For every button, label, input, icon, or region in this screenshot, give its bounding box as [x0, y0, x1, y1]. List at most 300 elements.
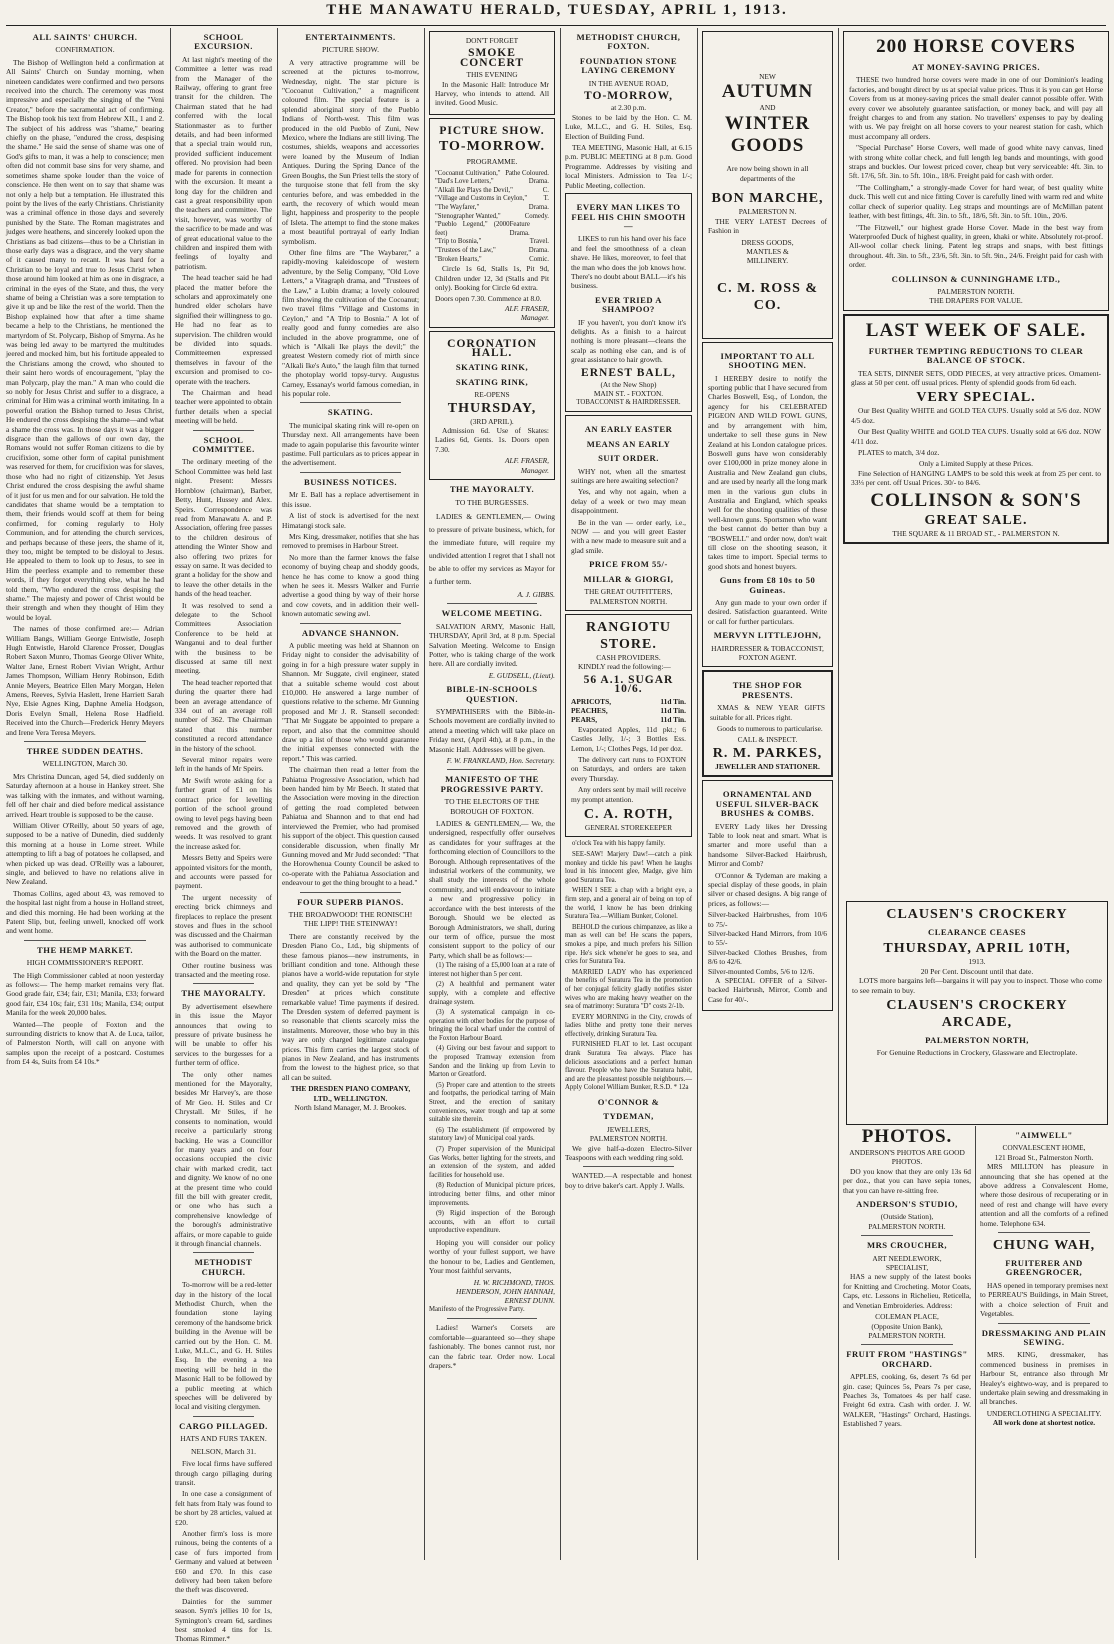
programme-kind: Pathe Coloured. — [505, 169, 549, 177]
article-body: To-morrow will be a red-letter day in the history of the local Methodist Church, when the foundation stone laying ceremony of the handsome brick building in the Avenue will be carried out by the Hon. C. M. Luke, M.L.C., and G. H. Stiles Esq. In the evening a tea meeting will be held in the Masonic Hall to be followed by a public meeting at which speeches will be delivered by local and visiting clergymen. — [175, 1280, 272, 1412]
ad-signature: ALF. FRASER, — [505, 303, 549, 313]
tea-ad: FURNISHED FLAT to let. Last occupant drank Suratura Tea always. Place has delicious associations and a perfect human flavour. People who have the Suratura habit, and are the pleasantest possible neighbours.—Apply Colonel William Bunker, R.S.D. * 12a — [565, 1041, 692, 1092]
ad-day: THURSDAY, — [447, 400, 537, 416]
ad-name: R. M. PARKES, — [712, 745, 823, 761]
programme-title: "Stenographer Wanted," — [435, 212, 501, 220]
jeweller-name: TYDEMAN, — [603, 1111, 654, 1122]
programme-item — [435, 170, 549, 179]
manifesto-point: (8) Reduction of Municipal picture prices, introducing better films, and other minor improvements. — [429, 1182, 555, 1207]
article-body: The head teacher said he had placed the matter before the scholars and approximately one hundred elder scholars have signified their willingness to go. He had no fear as to supervision. The children would be divided into squads. Committeemen expressed themselves in favour of the excursion and promised to co-operate with the teachers. — [175, 273, 272, 386]
ad-body: Stones to be laid by the Hon. C. M. Luke, M.L.C., and G. H. Stiles, Esq. Election of Building Fund. — [565, 112, 692, 141]
ad-item: MILLINERY. — [746, 256, 789, 266]
programme-list — [435, 170, 549, 265]
ad-title: STORE. — [600, 636, 657, 652]
ad-title: DRESSMAKING AND PLAIN SEWING. — [981, 1327, 1107, 1347]
ad-head: MEANS AN EARLY — [586, 438, 671, 449]
ad-word: NEW — [759, 72, 776, 81]
column-4 — [429, 28, 555, 1558]
ad-body: The delivery cart runs to FOXTON on Saturdays, and orders are taken every Thursday. — [571, 754, 686, 783]
article-body: Five local firms have suffered through cargo pillaging during transit. — [175, 1459, 272, 1487]
ad-body: Are now being shown in all departments of the — [726, 164, 809, 183]
ad-body: THE VERY LATEST Decrees of Fashion in — [708, 216, 827, 236]
ad-title: METHODIST CHURCH, FOXTON. — [576, 32, 681, 52]
jeweller-addr: PALMERSTON NORTH. — [589, 1134, 668, 1144]
ad-body: THESE two hundred horse covers were made in one of our Dominion's leading factories, and bought direct by us at special value prices. Thus it is you can get Horse Covers from us at money-saving prices the small dealer cannot possible offer. With every cover we absolutely guarantee satisfaction, or money back, and will pay all freight charges to and from any station. No travellers' expenses to pay by dealing with us. We pay freight on all horse covers to your nearest station for cash, which must accompany all orders. — [849, 75, 1103, 141]
programme-kind: Travel. — [529, 238, 549, 246]
ad-name: C. A. ROTH, — [583, 807, 674, 822]
corsets-ad: Ladies! Warner's Corsets are comfortable—guaranteed so—they shape fashionably. The bones cannot rust, nor can the fabric tear. Order now. Local drapers.* — [429, 1323, 555, 1370]
column-rule — [838, 28, 839, 1560]
tea-ad: BEHOLD the curious chimpanzee, as like a man as well can be! He scans the papers, smokes a pipe, and much prefers his Sillion ripe. He's sick whene'er he goes to sea, and cries for Suratura Tea. — [565, 923, 692, 966]
programme-title: "Trustees of the Law," — [435, 247, 496, 254]
article-subtitle: HIGH COMMISSIONER'S REPORT. — [26, 958, 144, 968]
article-body: Other fine films are "The Waybarer," a rapidly-moving kaleidoscope of western adventure, by the Selig Company, "Old Love Letters," a Vitagraph drama, and "Trustees of the Law," a Lubin drama; a lovely coloured film showing the cultivation of the Cocoanut; two travel films "Village and Customs in Ceylon," and "A Trip to Bosnia." A lot of really good and funny comedies are also included in the above programme, one of which is "Alkali Ike plays the devil;" the greatest Western comedy riot of mirth since "Alkali Ike's Auto," the laugh film that turned the photoplay world topsy-turvy. Augustus Carney, Essanay's world famous comedian, in his popular role. — [282, 247, 419, 399]
programme-item — [435, 256, 549, 265]
ad-tag: THE DRAPERS FOR VALUE. — [929, 296, 1023, 306]
programme-kind: Drama. — [528, 204, 549, 212]
ad-trade: JEWELLER AND STATIONER. — [715, 761, 820, 771]
article-body: The names of those confirmed are:— Adrian William Bangs, William George Entwistle, Joseph Hugh Entwistle, Harold Clarence Prosser, Douglas Robert Saxon Munro, Thomas George Oliver White, Walter Jane, Ernest Robert Vivian Wright, Arthur James Thompson, William Henry Robinson, Edith Annie Meyers, Beatrice Ellen Mary Morgan, Helen Amens, Reeves, Sylvia Haslett, Irene Harriett Sarah Nye, Elsie Agnes King, Daphne Amelia Hodgson, Doris Evelyn Small, Helena Rose Hadfield. Received into the Church—Frederick Henry Meyers and Irene Vera Teresa Meyers. — [6, 624, 164, 737]
divider — [300, 402, 401, 403]
divider — [447, 1318, 537, 1319]
ad-body: IF you haven't, you don't know it's delights. As a finish to a haircut nothing is more pleasant—cleans the scalp as nothing else can, and is of great assistance to hair growth. — [571, 317, 686, 365]
article-body: Wanted—The people of Foxton and the surrounding districts to know that A. de Luca, tailor, of Palmerston North, will call on anyone with samples upon the receipt of a postcard. Costumes from £4 4s, Suits from £4 10s.* — [6, 1019, 164, 1067]
jeweller-name: O'CONNOR & — [597, 1097, 660, 1108]
article-subtitle: THE BROADWOOD! THE RONISCH! THE LIPP! THE STEINWAY! — [288, 909, 413, 929]
ad-title: ORNAMENTAL AND USEFUL SILVER-BACK BRUSHES & COMBS. — [715, 789, 820, 819]
notice-title: WELCOME MEETING. — [441, 608, 543, 619]
bottom-right-left — [843, 1126, 971, 1556]
manifesto-point: (6) The establishment (if empowered by statutory law) of Municipal coal yards. — [429, 1126, 555, 1143]
ad-body: "Special Purchase" Horse Covers, well made of good white navy canvas, lined with strong white collar check, and full length leg bands and mountings, with good straps and buckles. Our lowest priced cover, cheap but very serviceable: 4ft. 3in. to 5ft. 17/6, 5ft. 3in. to 5ft. 10in., 18/6. Freight paid for cash with order. — [849, 143, 1103, 181]
ernest-ball-ad — [565, 193, 692, 412]
ad-shop: (At the New Shop) — [600, 380, 657, 389]
tea-ad: MARRIED LADY who has experienced the benefits of Suratura Tea in the promotion of her conjugal felicity gladly notifies sister wives who are making heavy weather on the sea of matrimony: Suratura "D" costs 2/-1b. — [565, 968, 692, 1011]
ad-title: IMPORTANT TO ALL SHOOTING MEN. — [720, 350, 815, 371]
programme-title: "Alkali Ike Plays the Devil," — [435, 186, 513, 194]
dateline: NELSON, March 31. — [191, 1446, 256, 1456]
ad-body: LOTS more bargains left—bargains it will pay you to inspect. Those who come to see remain to buy. — [852, 976, 1102, 995]
company-name: THE DRESDEN PIANO COMPANY, LTD., WELLINGTON. — [290, 1084, 411, 1103]
article-body: In one case a consignment of felt hats from Italy was found to be short by 28 articles, valued at £20. — [175, 1489, 272, 1527]
article-body: The Chairman and head teacher were appointed to obtain further details when a special meeting will be held. — [175, 388, 272, 426]
shooting-ad — [702, 342, 833, 668]
ad-sub: CASH PROVIDERS. — [596, 652, 661, 662]
ad-line: SKATING RINK, — [455, 376, 529, 387]
notice-footer: Manifesto of the Progressive Party. — [429, 1305, 525, 1313]
price-name: APRICOTS, — [571, 696, 612, 706]
article-body: Dainties for the summer season. Sym's jellies 10 for 1s, Symington's cream 6d, sardines best smoked 4 tins for 1s. Thomas Rimmer.* — [175, 1596, 272, 1644]
ad-body: Evaporated Apples, 11d pkt.; 6 Castles Jelly, 1/-; 3 Bottles Ess. Lemon, 1/-; Clothes Pegs, 1d per doz. — [571, 724, 686, 753]
ad-firm: CLAUSEN'S CROCKERY — [886, 998, 1068, 1014]
article-title: THE HEMP MARKET. — [37, 944, 133, 955]
manifesto-point: (5) Proper care and attention to the streets and footpaths, the periodical tarring of Main Street, and the erection of sanitary conveniences, water trough and tap at some suitable site therein. — [429, 1081, 555, 1124]
programme-title: "Broken Hearts," — [435, 255, 482, 263]
article-body: At last night's meeting of the Committee a letter was read from the Manager of the Railway, offering to grant free transit for the children. The Chairman stated that he had conferred with the local Stationmaster as to further details, and had been informed that a special train would run, provided sufficient inducement offered. No provision had been made for parents in connection with the excursion. It meant a long day for the children and cast a great responsibility upon the teachers and committee. The visit, however, was worthy of the sacrifice to be made and was of great educational value to the children and inspired them with feelings of loyalty and patriotism. — [175, 54, 272, 271]
ad-role: Manager. — [520, 313, 549, 323]
ad-body: XMAS & NEW YEAR GIFTS suitable for all. Prices right. — [710, 703, 825, 722]
notice-title: BIBLE-IN-SCHOOLS QUESTION. — [446, 684, 538, 704]
easter-suit-ad — [565, 415, 692, 611]
notice-body: LADIES & GENTLEMEN,— Owing to pressure of private business, which, for the immediate future, will require my undivided attention I regret that I shall not be able to offer my services as Mayor for a further term. — [429, 511, 555, 586]
ad-discount: 20 Per Cent. Discount until that date. — [920, 966, 1034, 976]
ad-when: THIS EVENING — [466, 70, 518, 80]
ad-body: I HEREBY desire to notify the sporting public that I have secured from Charles Boswell, Esq., of London, the agency for his CELEBRATED PIGEON AND WILD FOWL GUNS, and by arrangement with him, undertake to sell these guns in New Zealand at his London catalogue prices. Boswell guns have won considerably over £100,000 in prize money alone in Australia and New Zealand gun clubs, and are used by nearly all the long mark men in the various gun clubs in Australia and England, which speaks well for the shooting qualities of these well-known guns. Sportsmen who want the best cannot do better than buy a "BOSWELL" and order now, don't wait till close on the shooting season, it takes time to import. Special terms to good shots and honest buyers. — [708, 373, 827, 571]
divider — [861, 1344, 953, 1345]
price-row — [571, 706, 686, 715]
ad-body: In the Masonic Hall: Introduce Mr Harvey, who intends to attend. All invited. Good Music. — [435, 79, 549, 108]
ad-addr: MAIN ST. - FOXTON. — [593, 389, 664, 399]
ad-title: EVER TRIED A SHAMPOO? — [595, 294, 662, 315]
ad-prices: Circle 1s 6d, Stalls 1s, Pit 9d, Children under 12, 3d (Stalls and Pit only). Booking for Circle 6d extra. — [435, 264, 549, 292]
programme-item — [435, 195, 549, 204]
article-body: Other routine business was transacted and the meeting rose. — [175, 960, 272, 979]
ad-note: Only a Limited Supply at these Prices. — [919, 459, 1033, 469]
column-6 — [702, 28, 833, 1558]
ad-body: MRS. KING, dressmaker, has commenced business in premises in Harbour St, entrance also through Mr Healey's eightwo-way, and is prepared to undertake plain sewing and dressmaking in all branches. — [980, 1350, 1108, 1407]
ad-body: KINDLY read the following:— — [578, 662, 671, 672]
article-title: METHODIST CHURCH. — [194, 1257, 253, 1277]
programme-kind: Comic. — [529, 255, 549, 263]
ad-reopen: RE-OPENS — [474, 390, 510, 400]
ad-when: TO-MORROW, — [584, 90, 673, 103]
programme-title: "Village and Customs in Ceylon," — [435, 195, 528, 203]
ad-word: AND — [759, 103, 776, 113]
ad-title: 200 HORSE COVERS — [876, 36, 1076, 57]
divider — [193, 1252, 254, 1253]
divider — [24, 940, 146, 941]
price-value: 11d Tin. — [660, 705, 686, 715]
ad-body: Our Best Quality WHITE and GOLD TEA CUPS. Usually sold at 6/6 doz. NOW 4/11 doz. — [851, 427, 1101, 446]
article-subtitle: CONFIRMATION. — [55, 45, 115, 55]
programme-title: "Trip to Bosnia," — [435, 238, 482, 246]
ad-addr: PALMERSTON NORTH. — [589, 596, 668, 606]
notice-body: SALVATION ARMY, Masonic Hall, THURSDAY, April 3rd, at 8 p.m. Special Salvation Meeting. Welcome to Ensign Potter, who is taking charge of the work here. All are cordially invited. — [429, 621, 555, 669]
ad-item: DRESS GOODS, — [741, 237, 794, 247]
column-5 — [565, 28, 692, 1558]
ad-firm: MILLAR & GIORGI, — [583, 573, 674, 584]
price-item: Silver-backed Hand Mirrors, from 10/6 to 55/- — [708, 928, 827, 948]
article-body: William Oliver O'Reilly, about 50 years of age, supposed to be a native of Dunedin, died suddenly this morning at a house in Lorne street. While attempting to lift a bag of potatoes he collapsed, and when picked up was dead. O'Reilly was a labourer, single, and believed to have no relations alive in New Zealand. — [6, 820, 164, 887]
column-2 — [175, 28, 272, 1644]
divider — [998, 1232, 1090, 1233]
programme-title: "Pueblo Legend," (2000 feet) — [435, 221, 510, 237]
article-body: There are constantly received by the Dresden Piano Co., Ltd., big shipments of these famous pianos—new instruments, in brilliant condition and tone. Although these pianos have a world-wide reputation for style and quality, they can yet be sold by "The Dresden" at prices which constitute remarkable value! Time payments if desired. The Dresden system of deferred payment is so reasonable that clients scarcely miss the instalments. Moreover, those who buy in this way are only charged legitimate catalogue prices. This firm carries the largest stock of pianos in New Zealand, and has instruments from the lowest to the highest price, so that all can be suited. — [282, 931, 419, 1082]
bottom-right-right — [980, 1126, 1108, 1556]
rangiotu-store-ad — [565, 614, 692, 838]
article-subtitle: HATS AND FURS TAKEN. — [180, 1434, 267, 1444]
ad-title: PHOTOS. — [861, 1126, 953, 1147]
ad-body: HAS opened in temporary premises next to PERREAU'S Buildings, in Main Street, with a choice selection of Fruit and Vegetables. — [980, 1280, 1108, 1319]
tea-ad: SEE-SAW! Marjery Daw!—catch a pink monkey and tickle his paw! When he laughs loud in his innocent glee, Madge, give him good Suratura Tea. — [565, 851, 692, 884]
programme-kind: Drama. — [528, 247, 549, 254]
ad-store: BON MARCHE, — [711, 191, 824, 207]
ad-title: PICTURE SHOW. — [439, 124, 545, 137]
masthead-rule — [6, 25, 1106, 26]
article-body: It was resolved to send a delegate to the School Committees Association Conference to be held at Wanganui and to deal further with the business to be discussed at same till next meeting. — [175, 600, 272, 676]
divider — [193, 1416, 254, 1417]
programme-kind: Feature Drama. — [509, 221, 530, 237]
ad-addr: PALMERSTON NORTH, — [925, 1035, 1029, 1046]
divider — [447, 603, 537, 604]
ad-body: PLATES to match, 3/4 doz. — [858, 448, 940, 457]
notice-title: MANIFESTO OF THE PROGRESSIVE PARTY. — [440, 774, 544, 794]
price-name: PEARS, — [571, 715, 598, 725]
article-body: No more than the farmer knows the false economy of buying cheap and shoddy goods, hence he has come to know a good thing when he sees it. Messrs Walker and Furrie advertise a good thing by way of their horse and cow covets, and in addition their well-known automatic sewing awl. — [282, 552, 419, 619]
ad-body: A SPECIAL OFFER of a Silver-backed Hairbrush, Mirror, Comb and Case for 40/-. — [708, 976, 827, 1004]
price-name: PEACHES, — [571, 705, 608, 715]
ad-body: Be in the van — order early, i.e., NOW — and you will greet Easter with a new made to measure suit and a glad smile. — [571, 517, 686, 555]
notice-body: LADIES & GENTLEMEN,— We, the undersigned, respectfully offer ourselves as candidates for your suffrages at the forthcoming election of Councillors to the Borough. Although representatives of the industrial workers of the community, we shall study the interests of the whole community, and will endeavour to initiate a new and progressive policy in accordance with the best interests of the Borough. Should we be elected as Borough Administrators, we shall, during our term of office, pursue the most consistent support to the policy of our Party, which shall be as follows:— — [429, 819, 555, 960]
article-body: Mr Swift wrote asking for a further grant of £1 on his contract price for levelling portion of the school ground owing to level pegs having been removed and the growth of weeds. It was resolved to grant the increase asked for. — [175, 775, 272, 851]
ad-studio: ANDERSON'S STUDIO, — [856, 1199, 958, 1210]
article-body: Mrs Christina Duncan, aged 54, died suddenly on Saturday afternoon at a house in Hankey street. She was talking with the inmates, and without warning, fell off her chair and died before medical assistance arrived. Heart trouble is supposed to be the cause. — [6, 771, 164, 819]
programme-item — [435, 213, 549, 222]
last-week-sale-ad — [843, 314, 1109, 544]
ad-firm: COLLINSON & SON'S — [870, 489, 1082, 511]
article-title: ADVANCE SHANNON. — [301, 627, 400, 638]
ad-doors: Doors open 7.30. Commence at 8.0. — [435, 294, 542, 304]
ad-body: MRS MILLTON has pleasure in announcing that she has opened at the above address a Convalescent Home, where those desirous of recuperating or in need of rest and change will have every attention and all the comforts of a refined home. Telephone 634. — [980, 1162, 1108, 1228]
brushes-ad — [702, 780, 833, 1011]
column-rule — [975, 1126, 976, 1558]
price-item: Silver-backed Clothes Brushes, from 8/6 to 42/6. — [708, 947, 827, 967]
ad-addr: PALMERSTON N. — [738, 207, 797, 217]
ad-sub: CONVALESCENT HOME, — [1002, 1143, 1086, 1153]
ad-tag: For Genuine Reductions in Crockery, Glassware and Electroplate. — [876, 1048, 1078, 1058]
smoke-concert-ad — [429, 31, 555, 115]
ad-trade: HAIRDRESSER & TOBACCONIST, — [711, 643, 824, 653]
ad-role: GENERAL STOREKEEPER — [584, 823, 673, 832]
article-body: The municipal skating rink will re-open on Thursday next. All arrangements have been made to again popularise this favourite winter pastime. Full particulars as to prices appear in the advertisement. — [282, 420, 419, 468]
ad-sub: ANDERSON'S PHOTOS ARE GOOD PHOTOS. — [849, 1148, 965, 1167]
programme-item — [435, 178, 549, 187]
article-body: The ordinary meeting of the School Committee was held last night. Present: Messrs Hornblow (chairman), Barber, Betty, Hunt, Hussey and Alex. Speirs. Correspondence was read from Manawatu A. and P. Association, offering free passes to the children desirous of attending the Winter Show and also offering two prizes for essay on same. It was decided to grant a holiday for the show and to leave the other details in the hands of the head teacher. — [175, 457, 272, 599]
ad-addr: PALMERSTON NORTH. — [868, 1330, 946, 1340]
ad-body: Yes, and why not again, when a delay of a week or two may mean disappointment. — [571, 487, 686, 516]
column-rule — [170, 28, 171, 1560]
ad-word: WINTER — [724, 112, 811, 134]
ad-body: Any orders sent by mail will receive my prompt attention. — [571, 785, 686, 804]
programme-kind: Drama. — [528, 178, 549, 186]
article-body: A list of stock is advertised for the next Himatangi stock sale. — [282, 511, 419, 530]
jeweller-trade: JEWELLERS, — [606, 1124, 651, 1134]
bon-marche-ad — [702, 31, 833, 339]
divider — [447, 769, 537, 770]
divider — [300, 892, 401, 893]
ad-title: CHUNG WAH, — [992, 1238, 1096, 1254]
notice-signature: A. J. GIBBS. — [517, 589, 555, 599]
programme-item — [435, 238, 549, 247]
article-body: Several minor repairs were left in the hands of Mr Speirs. — [175, 755, 272, 774]
programme-title: "Dad's Love Letters," — [435, 178, 494, 186]
ad-body: Goods to numerous to particularise. — [717, 724, 823, 734]
article-body: The urgent necessity of erecting brick chimneys and fireplaces to replace the present stoves and flues in the school was discussed and the Chairman was authorised to communicate with the Board on the matter. — [175, 892, 272, 959]
programme-kind: C. — [542, 186, 549, 194]
ad-name: ERNEST BALL, — [581, 366, 676, 379]
price-value: 11d Tin. — [660, 715, 686, 725]
ad-body: O'Connor & Tydeman are making a special display of these goods, in plain silver or chased designs. A big range of prices, as follows:— — [708, 870, 827, 908]
programme-item — [435, 187, 549, 196]
article-subtitle: PICTURE SHOW. — [321, 45, 380, 55]
ad-body: DO you know that they are only 13s 6d per doz., that you can have sepia tones, that you can have re-sitting free. — [843, 1166, 971, 1195]
masthead: THE MANAWATU HERALD, TUESDAY, APRIL 1, 1913. — [326, 2, 788, 18]
manager-line: North Island Manager, M. J. Brookes. — [294, 1103, 407, 1113]
ad-firm: COLLINSON & CUNNINGHAME LTD., — [891, 273, 1061, 284]
manifesto-point: (2) A healthful and permanent water supply, with a complete and effective drainage system. — [429, 981, 555, 1006]
ad-very: VERY SPECIAL. — [916, 390, 1036, 406]
ad-note: All work done at shortest notice. — [992, 1418, 1096, 1428]
article-body: By advertisement elsewhere in this issue the Mayor announces that owing to pressure of private business he will be unable to offer his services to the burgesses for a further term of office. — [175, 1001, 272, 1068]
ad-sub: AT MONEY-SAVING PRICES. — [912, 62, 1040, 72]
ad-body: TEA SETS, DINNER SETS, ODD PIECES, at very attractive prices. Ornament-glass at 50 per cent. off usual prices. Plenty of splendid goods from 6d each. — [851, 368, 1101, 387]
ad-word: AUTUMN — [721, 81, 814, 103]
ad-call: CALL & INSPECT. — [737, 735, 798, 745]
divider — [998, 1323, 1090, 1324]
column-rule — [697, 28, 698, 1560]
divider — [193, 430, 254, 431]
column-1 — [6, 28, 164, 1558]
price-row — [571, 715, 686, 724]
ad-sugar: 56 A.1. SUGAR 10/6. — [583, 673, 674, 696]
article-body: The only other names mentioned for the Mayoralty, besides Mr Harvey's, are those of Mr Geo. H. Stiles and Cr Chrystall. Mr Stiles, if he consents to nomination, would receive a particularly strong backing. He was a Councillor for many years and on four occasions occupied the civic chair with marked credit, tact and dignity. We know of no one at the present time who could fill the bill with greater credit, or one who has such a comprehensive knowledge of the borough's administrative affairs, or more capable to guide it through financial channels. — [175, 1069, 272, 1248]
divider — [193, 983, 254, 984]
article-body: A very attractive programme will be screened at the pictures to-morrow, Wednesday, night. The star picture is "Cocoanut Cultivation," a magnificent coloured film. The special feature is a splendid aboriginal story of the Pueblo Indians of North-west. This film was produced in the old Pueblo of Zuni, New Mexico, where the Indians are still living. The costumes, shields, weapons and accessories were loaned by the Museum of Indian Antiques. During the Spring Dance of the Green Boughs, the Sun Priest tells the story of the turquoise stone that fell from the sky centuries before, and was embedded in the earth, the recovery of which would mean light, happiness and prosperity to the people of Isleta. The attempt to find the stone makes a most beautiful portrayal of early Indian symbolism. — [282, 57, 419, 246]
ad-title: FRUIT FROM "HASTINGS" ORCHARD. — [846, 1349, 968, 1369]
ad-place: COLEMAN PLACE, — [875, 1312, 939, 1322]
ad-addr: PALMERSTON NORTH. — [868, 1221, 946, 1231]
ad-body: HAS a new supply of the latest books for Knitting and Crocheting. Motor Coats, Caps, etc. Lessons in Richelieu, Reticella, and Venetian Embroideries. Address: — [843, 1272, 971, 1310]
ad-firm: C. M. ROSS & CO. — [716, 280, 819, 313]
ad-head: AN EARLY EASTER — [584, 424, 673, 435]
ad-time: at 2.30 p.m. — [610, 103, 647, 113]
ad-title: CORONATION HALL. — [447, 337, 537, 360]
manifesto-point: (1) The raising of a £5,000 loan at a rate of interest not higher than 5 per cent. — [429, 962, 555, 978]
tea-ad: o'clock Tea with his happy family. — [572, 840, 666, 848]
ad-trade: TOBACCONIST & HAIRDRESSER. — [576, 398, 681, 406]
ad-title: SMOKE CONCERT — [459, 47, 525, 69]
notice-to: TO THE ELECTORS OF THE BOROUGH OF FOXTON. — [444, 797, 540, 816]
picture-show-ad — [429, 118, 555, 328]
programme-title: "Cocoanut Cultivation," — [435, 169, 501, 177]
ad-signature: ALF. FRASER, — [505, 456, 549, 466]
ad-sub: CLEARANCE CEASES — [927, 927, 1027, 937]
article-title: SCHOOL COMMITTEE. — [192, 434, 255, 455]
manifesto-point: (9) Rigid inspection of the Borough accounts, with an effort to curtail unproductive expenditure. — [429, 1210, 555, 1235]
ad-title: RANGIOTU — [585, 619, 671, 635]
article-title: BUSINESS NOTICES. — [303, 476, 398, 487]
article-title: ALL SAINTS' CHURCH. — [32, 32, 138, 42]
article-title: THREE SUDDEN DEATHS. — [26, 746, 144, 757]
ad-arcade: ARCADE, — [941, 1015, 1013, 1031]
ad-body: WHY not, when all the smartest suitings are here awaiting selection? — [571, 466, 686, 486]
presents-ad — [702, 670, 833, 777]
ad-head: SUIT ORDER. — [598, 453, 659, 464]
programme-kind: Comedy. — [524, 212, 549, 220]
ad-body: APPLES, cooking, 6s, desert 7s 6d per gin. case; Quinces 5s, Pears 7s per case, Peaches 3s, Tomatoes 4s per half case. Freight 6d extra. Cash with order. J. W. WALKER, "Hastings" Orchard, Hastings. Established 7 years. — [843, 1372, 971, 1429]
column-3 — [282, 28, 419, 1558]
article-body: Messrs Betty and Speirs were appointed visitors for the month, and accounts were passed for payment. — [175, 853, 272, 891]
article-body: The head teacher reported that during the quarter there had been an average attendance of 334 out of an average roll number of 362. The Chairman stated that this number constituted a record attendance in the history of the school. — [175, 677, 272, 753]
programme-kind: T. — [543, 195, 549, 203]
article-title: SKATING. — [327, 407, 374, 418]
wanted-ad: WANTED.—A respectable and honest boy to drive baker's cart. Apply J. Walls. — [565, 1171, 692, 1190]
tea-ad: EVERY MORNING in the City, crowds of ladies blithe and pretty tone their nerves effectively, drinking Suratura Tea. — [565, 1013, 692, 1038]
price-value: 11d Tin. — [660, 696, 686, 706]
ad-subtitle: FOUNDATION STONE LAYING CEREMONY — [579, 55, 678, 76]
jeweller-offer: We give half-a-dozen Electro-Silver Teaspoons with each wedding ring sold. — [565, 1143, 692, 1163]
divider — [300, 623, 401, 624]
ad-body: "The Collingham," a strongly-made Cover for hard wear, of best quality white duck. This well cut and nice fitting Cover is carefully lined with warm red and white collar check of superior quality. Leg straps and mountings are of McMillan patent leather, with best fittings, 4ft. 3in. to 5ft., 18/6, 5ft. 3in. to 5ft. 10in., 20/6. — [849, 182, 1103, 221]
ad-name: MERVYN LITTLEJOHN, — [713, 630, 822, 641]
ad-body: Fine Selection of HANGING LAMPS to be sold this week at from 25 per cent. to 33⅓ per cent. off Usual Prices. 30/- to 84/6. — [851, 468, 1101, 488]
article-body: The High Commissioner cabled at noon yesterday as follows:— The hemp market remains very flat. Good grade fair, £34; fair, £31; Manila, £33; forward good fair, £34 10s; fair, £31 10s; Manila, £34; output Manila for the week 20,000 bales. — [6, 970, 164, 1018]
ad-name: MRS CROUCHER, — [866, 1240, 948, 1251]
notice-signature: E. GUDSELL, (Lieut). — [488, 670, 555, 680]
ad-addr: PALMERSTON NORTH. — [937, 286, 1015, 296]
ad-addr: THE SQUARE & 11 BROAD ST., - PALMERSTON N. — [892, 528, 1060, 538]
ad-price: Guns from £8 10s to 50 Guineas. — [719, 575, 816, 595]
article-body: Another firm's loss is more ruinous, being the contents of a case of furs imported from Germany and valued at between £60 and £70. In this case delivery had been taken before the theft was discovered. — [175, 1528, 272, 1595]
coronation-hall-ad — [429, 331, 555, 480]
ad-firm: THE GREAT OUTFITTERS, — [584, 587, 673, 597]
ad-sub: FURTHER TEMPTING REDUCTIONS TO CLEAR BALANCE OF STOCK. — [868, 345, 1084, 366]
ad-role: FOXTON AGENT. — [738, 653, 797, 663]
ad-addr: 121 Broad St., Palmerston North. — [994, 1152, 1094, 1162]
ad-title: THE SHOP FOR PRESENTS. — [732, 680, 803, 700]
ad-sub: FRUITERER AND GREENGROCER, — [1005, 1258, 1083, 1278]
ad-body: TEA MEETING, Masonic Hall, at 6.15 p.m. PUBLIC MEETING at 8 p.m. Good Programme. Addresses by visiting and local Ministers. Admission to Tea 1/-; Public Meeting, collection. — [565, 143, 692, 190]
ad-body: EVERY Lady likes her Dressing Table to look neat and smart. What is smarter and more useful than a handsome Silver-Backed Hairbrush, Mirror and Comb? — [708, 821, 827, 869]
programme-item — [435, 204, 549, 213]
divider — [861, 1235, 953, 1236]
notice-signature: F. W. FRANKLAND, Hon. Secretary. — [446, 756, 555, 765]
ad-title: CLAUSEN'S CROCKERY — [886, 907, 1068, 922]
ad-body: "The Fitzwell," our highest grade Horse Cover. Made in the best way from Waterproofed Duck of highest quality, in green, khaki or white. Absolutely rot-proof. All-wool collar check lining. Patent leg straps and snaps, with best fittings throughout. 4ft. 3in. to 5ft., 23/6, 5ft. 3in. to 5ft. 9in., 24/6. Freight paid for cash with order. — [849, 222, 1103, 270]
column-rule — [277, 28, 278, 1560]
ad-body: Our Best Quality WHITE and GOLD TEA CUPS. Usually sold at 5/6 doz. NOW 4/5 doz. — [851, 406, 1101, 425]
manifesto-point: (7) Proper supervision of the Municipal Gas Works, better lighting for the streets, and an extension of the system, and added facilities for household use. — [429, 1146, 555, 1179]
price-item: Silver-mounted Combs, 5/6 to 12/6. — [708, 966, 815, 976]
clausen-crockery-ad — [846, 901, 1108, 1125]
ad-date: THURSDAY, APRIL 10TH, — [883, 941, 1071, 957]
ad-body: LIKES to run his hand over his face and feel the smoothness of a clean shave. He likes, moreover, to feel that the man who does the job knows how. There's no doubt about BALL—it's his business. — [571, 234, 686, 291]
tea-ad: WHEN I SEE a chap with a bright eye, a firm step, and a general air of being on top of the world, I know he has been drinking Suratura Tea.—William Bunker, Colonel. — [565, 887, 692, 921]
programme-item — [435, 221, 549, 238]
column-rule — [560, 28, 561, 1560]
column-7 — [843, 28, 1109, 898]
article-body: Thomas Collins, aged about 43, was removed to the hospital last night from a house in Holland street, and died this morning. He had been working at the Patent Slip, but, feeling unwell, knocked off work and went home. — [6, 888, 164, 936]
divider — [24, 741, 146, 742]
notice-to: TO THE BURGESSES. — [455, 497, 529, 507]
manifesto-points — [429, 962, 555, 1236]
ad-place: IN THE AVENUE ROAD, — [588, 78, 669, 88]
notice-title: THE MAYORALTY. — [449, 484, 535, 495]
ad-when: TO-MORROW. — [438, 139, 546, 155]
ad-title: EVERY MAN LIKES TO FEEL HIS CHIN SMOOTH— — [571, 202, 686, 231]
article-title: SCHOOL EXCURSION. — [194, 32, 253, 52]
price-item: Silver-backed Hairbrushes, from 10/6 to 75/- — [708, 910, 827, 929]
manifesto-point: (3) A systematical campaign in co-operation with other bodies for the purpose of bringing the local wharf under the control of the Foxton Harbour Board. — [429, 1009, 555, 1042]
price-row — [571, 697, 686, 706]
column-rule — [424, 28, 425, 1560]
ad-side: (Outside Station), — [880, 1212, 934, 1222]
ad-title: LAST WEEK OF SALE. — [865, 319, 1087, 341]
ad-year: 1913. — [968, 957, 986, 967]
ad-body: Any gun made to your own order if desired. Satisfaction guaranteed. Write or call for further particulars. — [708, 598, 827, 626]
ad-kicker: DON'T FORGET — [465, 36, 519, 45]
divider — [300, 472, 401, 473]
